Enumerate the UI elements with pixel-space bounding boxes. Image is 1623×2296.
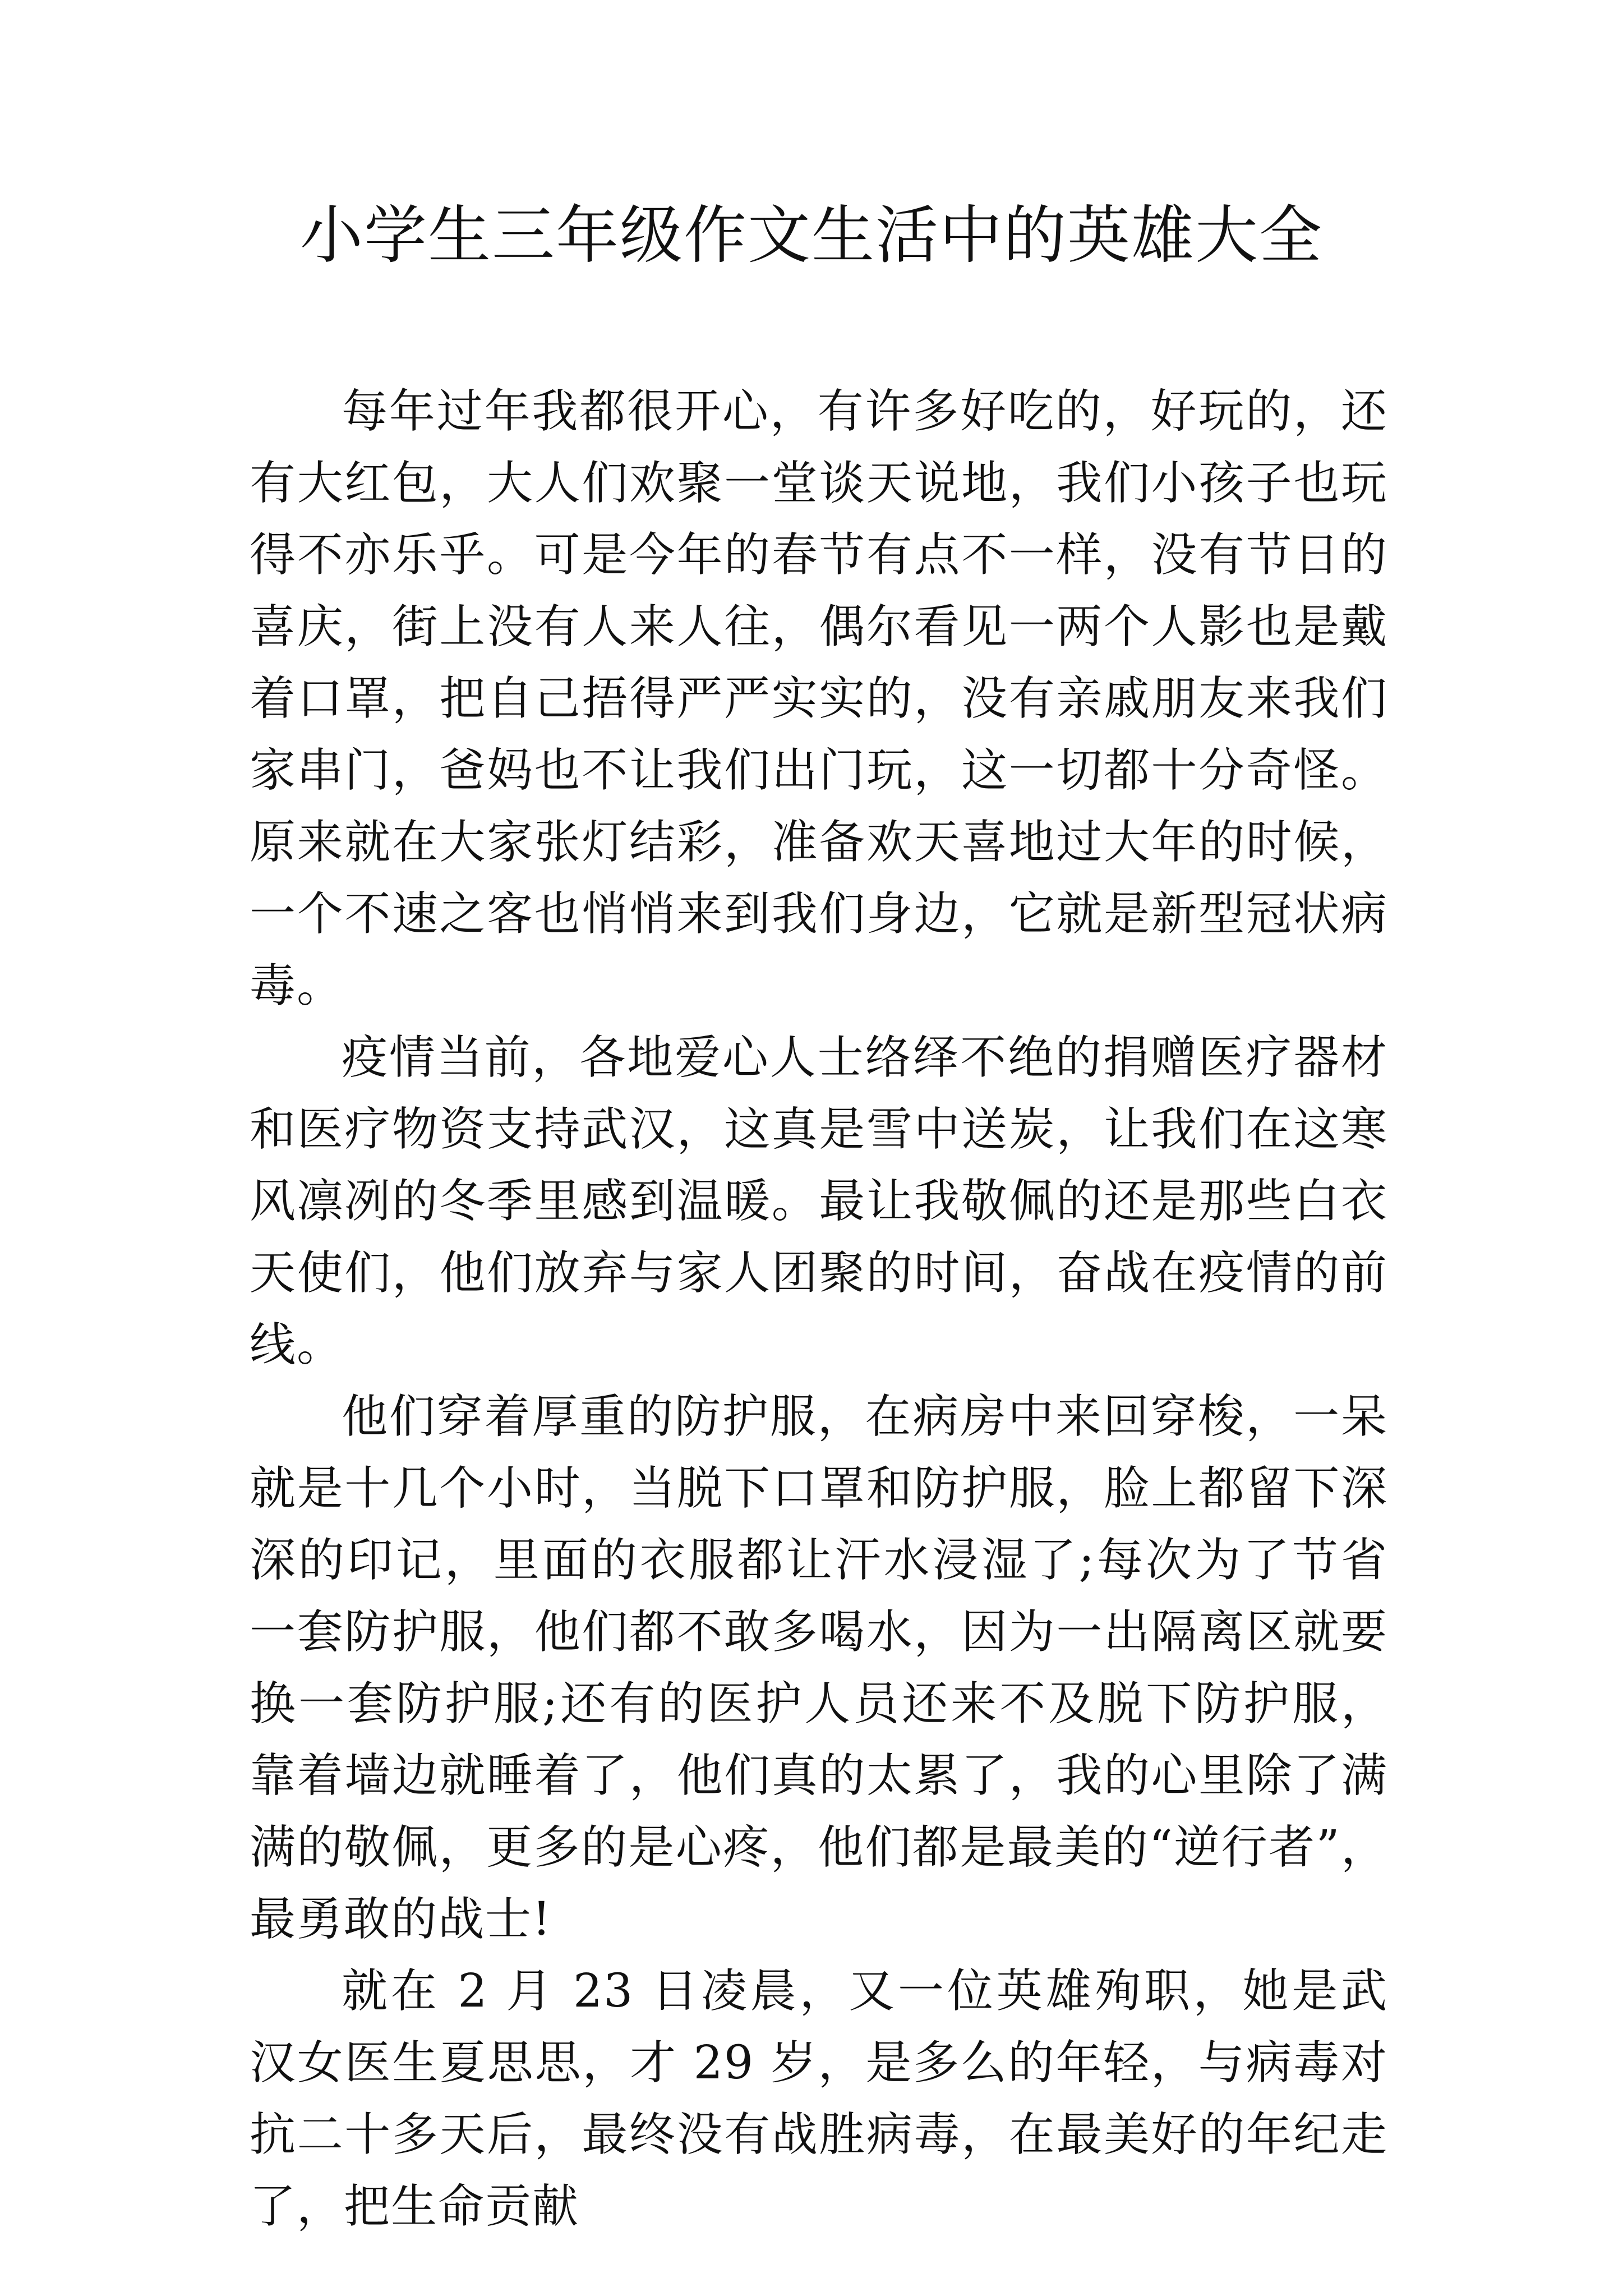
document-title: 小学生三年级作文生活中的英雄大全: [300, 199, 1323, 272]
paragraph: 每年过年我都很开心，有许多好吃的，好玩的，还有大红包，大人们欢聚一堂谈天说地，我们小孩子也玩得不亦乐乎。可是今年的春节有点不一样，没有节日的喜庆，街上没有人来人往，偶尔看见一两个人影也是戴着口罩，把自己捂得严严实实的，没有亲戚朋友来我们家串门，爸妈也不让我们出门玩，这一切都十分奇怪。原来就在大家张灯结彩，准备欢天喜地过大年的时候，一个不速之客也悄悄来到我们身边，它就是新型冠状病毒。: [250, 385, 1388, 1013]
paragraph: 疫情当前，各地爱心人士络绎不绝的捐赠医疗器材和医疗物资支持武汉，这真是雪中送炭，让我们在这寒风凛冽的冬季里感到温暖。最让我敬佩的还是那些白衣天使们，他们放弃与家人团聚的时间，奋战在疫情的前线。: [250, 1031, 1388, 1372]
document-body: [250, 376, 1388, 2243]
paragraph: 就在 2 月 23 日凌晨，又一位英雄殉职，她是武汉女医生夏思思，才 29 岁，是多么的年轻，与病毒对抗二十多天后，最终没有战胜病毒，在最美好的年纪走了，把生命贡献: [250, 1964, 1388, 2233]
paragraph: 他们穿着厚重的防护服，在病房中来回穿梭，一呆就是十几个小时，当脱下口罩和防护服，脸上都留下深深的印记，里面的衣服都让汗水浸湿了;每次为了节省一套防护服，他们都不敢多喝水，因为一出隔离区就要换一套防护服;还有的医护人员还来不及脱下防护服，靠着墙边就睡着了，他们真的太累了，我的心里除了满满的敬佩，更多的是心疼，他们都是最美的“逆行者”，最勇敢的战士!: [250, 1390, 1388, 1946]
